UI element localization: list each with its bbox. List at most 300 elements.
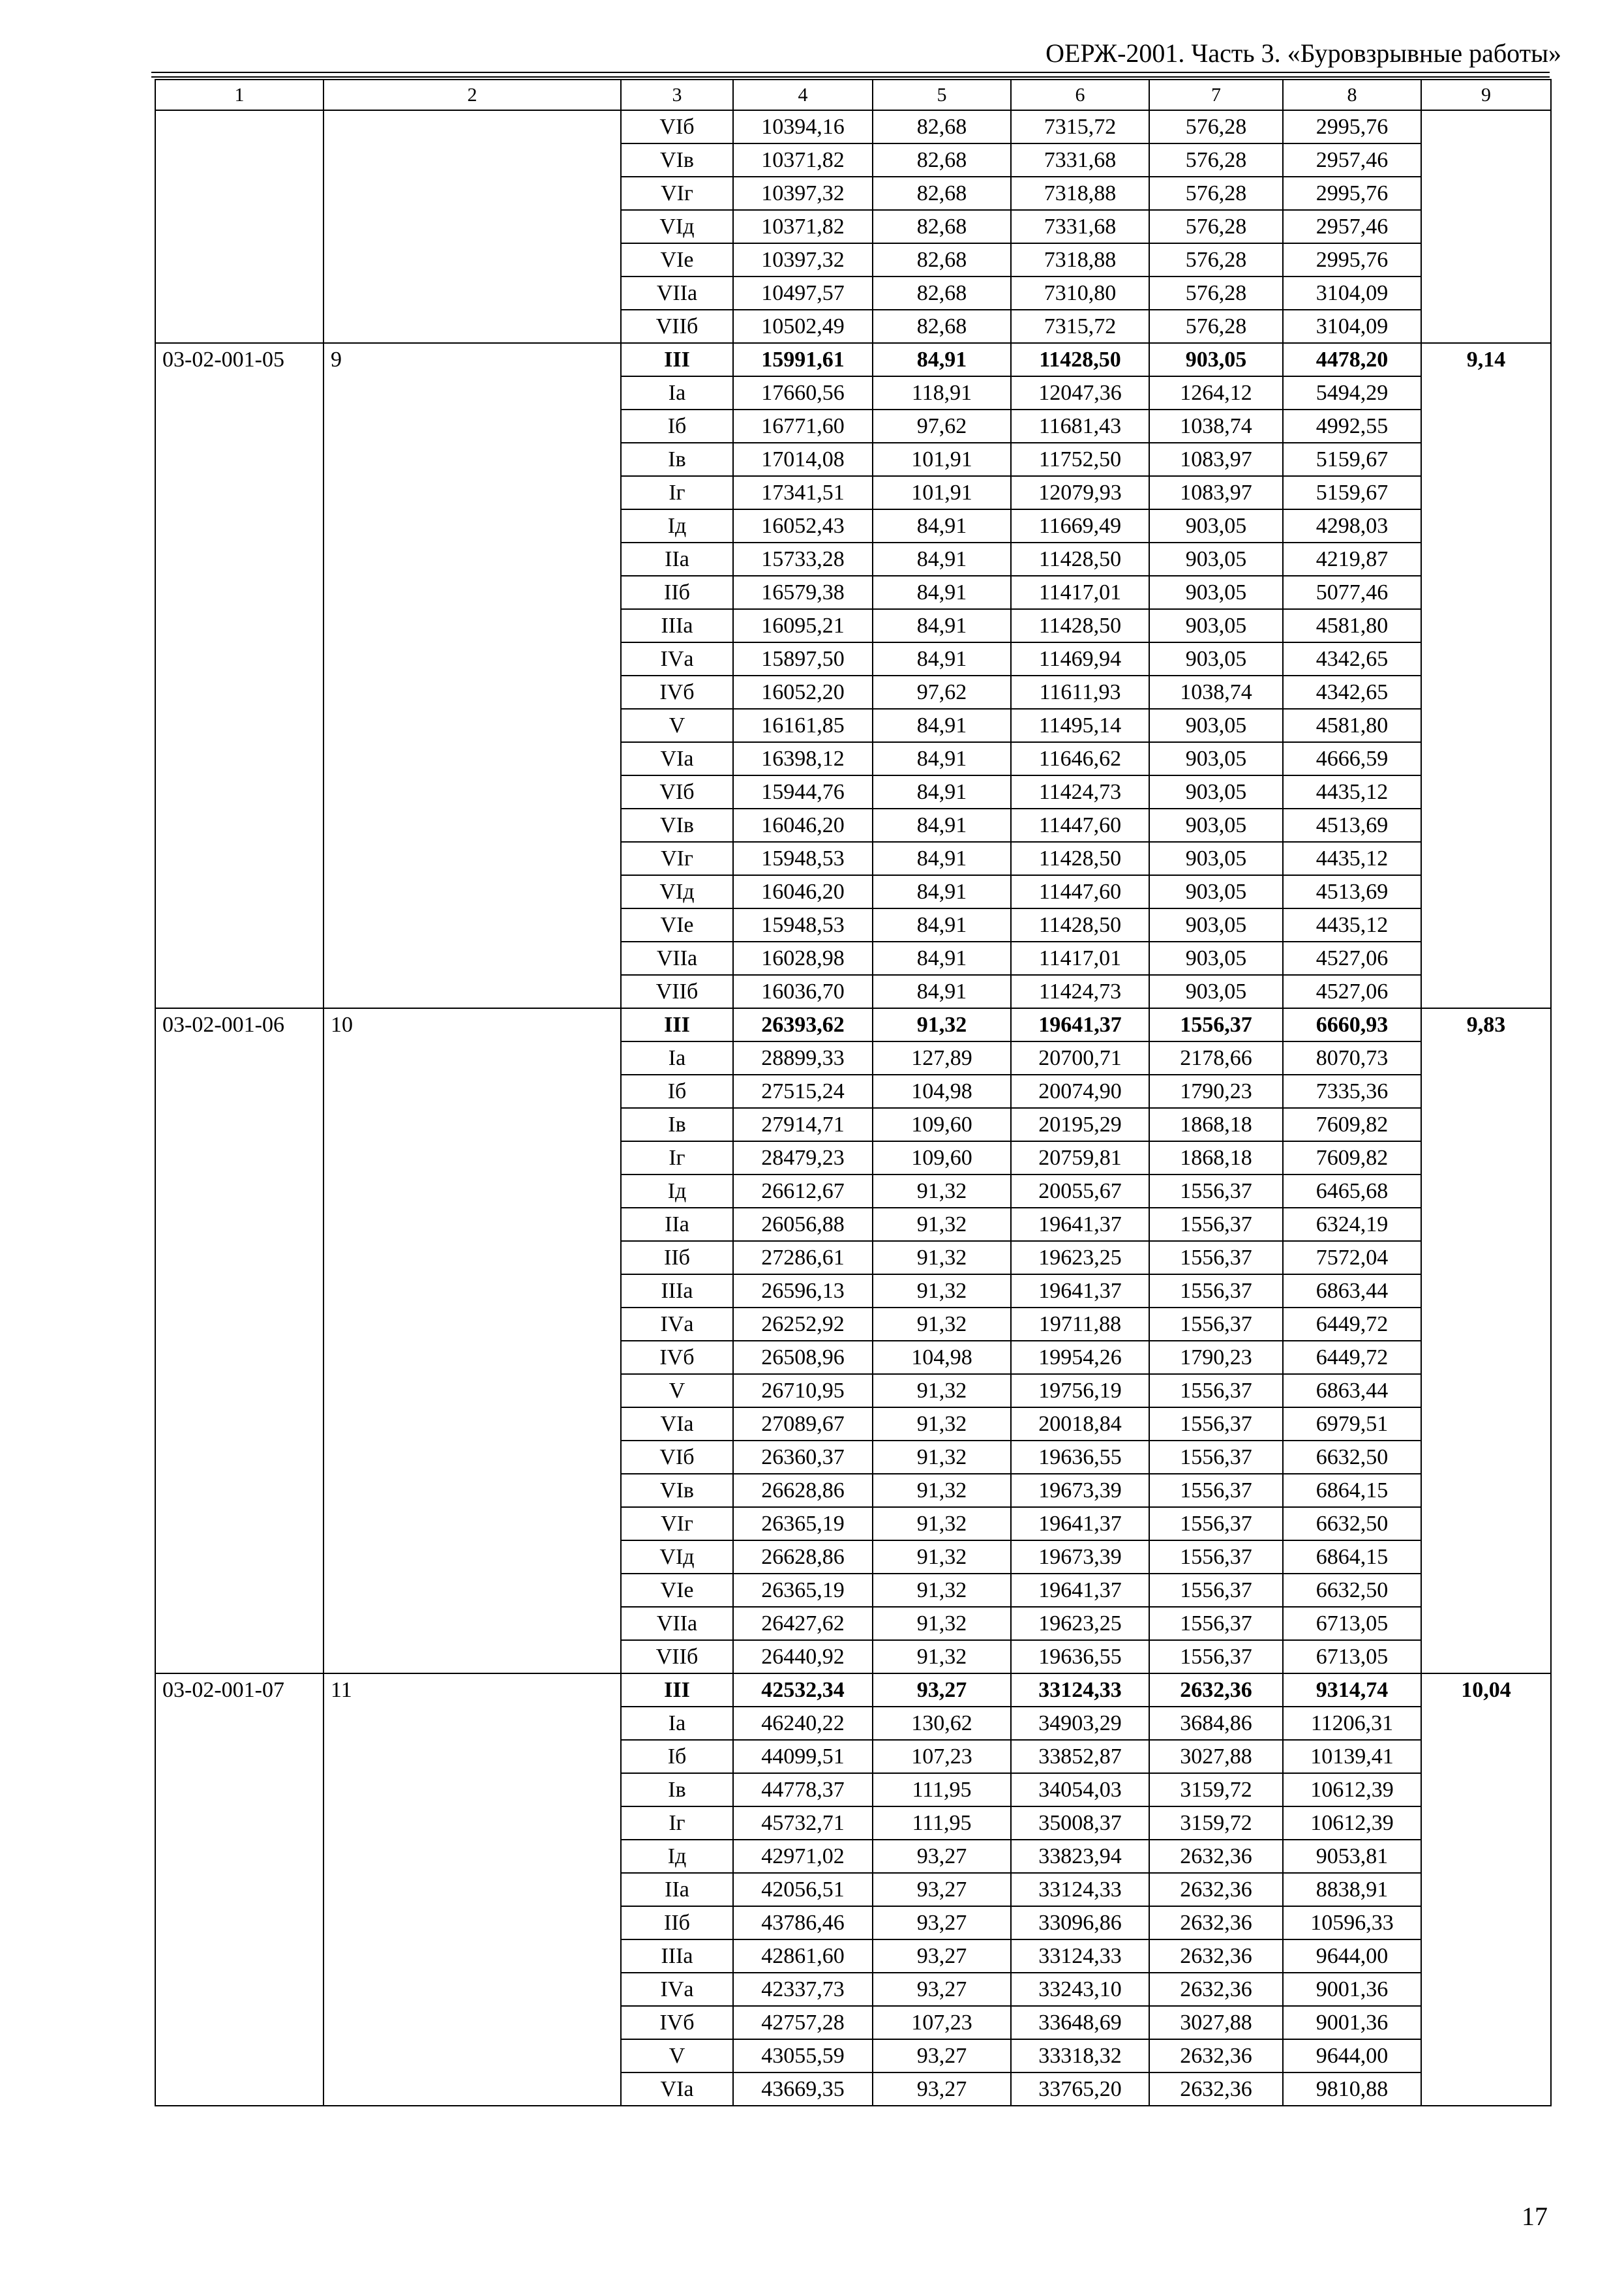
- value-cell: 903,05: [1149, 942, 1283, 975]
- value-cell: 93,27: [873, 1873, 1011, 1906]
- value-cell: 2995,76: [1283, 110, 1421, 143]
- value-cell: 101,91: [873, 476, 1011, 509]
- column-number-cell: 2: [323, 80, 621, 110]
- value-cell: 33124,33: [1011, 1939, 1149, 1973]
- value-cell: 19641,37: [1011, 1208, 1149, 1241]
- category-cell: Iд: [621, 1174, 733, 1208]
- value-cell: 26365,19: [733, 1574, 873, 1607]
- value-cell: 16771,60: [733, 410, 873, 443]
- value-cell: 15944,76: [733, 775, 873, 809]
- value-cell: 3027,88: [1149, 1740, 1283, 1773]
- value-cell: 33124,33: [1011, 1873, 1149, 1906]
- value-cell: 19623,25: [1011, 1607, 1149, 1640]
- value-cell: 91,32: [873, 1174, 1011, 1208]
- value-cell: 27515,24: [733, 1075, 873, 1108]
- value-cell: 3159,72: [1149, 1773, 1283, 1806]
- value-cell: 10596,33: [1283, 1906, 1421, 1939]
- value-cell: 91,32: [873, 1008, 1011, 1041]
- value-cell: 7315,72: [1011, 110, 1149, 143]
- value-cell: 20759,81: [1011, 1141, 1149, 1174]
- value-cell: 42337,73: [733, 1973, 873, 2006]
- category-cell: VIа: [621, 1407, 733, 1441]
- value-cell: 97,62: [873, 410, 1011, 443]
- value-cell: 33648,69: [1011, 2006, 1149, 2039]
- value-cell: 19673,39: [1011, 1540, 1149, 1574]
- column-number-cell: 4: [733, 80, 873, 110]
- value-cell: 93,27: [873, 1840, 1011, 1873]
- category-cell: IIIа: [621, 1939, 733, 1973]
- value-cell: 7609,82: [1283, 1141, 1421, 1174]
- value-cell: 1556,37: [1149, 1374, 1283, 1407]
- category-cell: Iб: [621, 1075, 733, 1108]
- value-cell: 11681,43: [1011, 410, 1149, 443]
- value-cell: 903,05: [1149, 975, 1283, 1008]
- value-cell: 82,68: [873, 143, 1011, 177]
- value-cell: 11428,50: [1011, 908, 1149, 942]
- value-cell: 1556,37: [1149, 1574, 1283, 1607]
- value-cell: 93,27: [873, 1939, 1011, 1973]
- column-number-cell: 1: [155, 80, 323, 110]
- value-cell: 3104,09: [1283, 277, 1421, 310]
- value-cell: 1556,37: [1149, 1441, 1283, 1474]
- value-cell: 19636,55: [1011, 1441, 1149, 1474]
- value-cell: 10497,57: [733, 277, 873, 310]
- value-cell: 44778,37: [733, 1773, 873, 1806]
- value-cell: 17660,56: [733, 376, 873, 410]
- value-cell: 3684,86: [1149, 1707, 1283, 1740]
- norm-number-cell: 9: [323, 343, 621, 1008]
- value-cell: 1556,37: [1149, 1008, 1283, 1041]
- value-cell: 11428,50: [1011, 842, 1149, 875]
- value-cell: 2995,76: [1283, 177, 1421, 210]
- value-cell: 26710,95: [733, 1374, 873, 1407]
- value-cell: 6979,51: [1283, 1407, 1421, 1441]
- category-cell: Iа: [621, 1707, 733, 1740]
- value-cell: 9001,36: [1283, 1973, 1421, 2006]
- value-cell: 1556,37: [1149, 1274, 1283, 1308]
- value-cell: 4478,20: [1283, 343, 1421, 376]
- value-cell: 2632,36: [1149, 1973, 1283, 2006]
- value-cell: 4435,12: [1283, 842, 1421, 875]
- column-number-cell: 5: [873, 80, 1011, 110]
- norm-code-cell: 03-02-001-06: [155, 1008, 323, 1673]
- value-cell: 26252,92: [733, 1308, 873, 1341]
- category-cell: Iб: [621, 410, 733, 443]
- category-cell: Iв: [621, 1773, 733, 1806]
- value-cell: 11428,50: [1011, 343, 1149, 376]
- value-cell: 84,91: [873, 576, 1011, 609]
- category-cell: IVа: [621, 642, 733, 676]
- value-cell: 1790,23: [1149, 1075, 1283, 1108]
- value-cell: 2632,36: [1149, 1840, 1283, 1873]
- value-cell: 19641,37: [1011, 1274, 1149, 1308]
- value-cell: 7331,68: [1011, 210, 1149, 243]
- value-cell: 16046,20: [733, 809, 873, 842]
- value-cell: 3159,72: [1149, 1806, 1283, 1840]
- value-cell: 107,23: [873, 1740, 1011, 1773]
- value-cell: 84,91: [873, 709, 1011, 742]
- value-cell: 127,89: [873, 1041, 1011, 1075]
- value-cell: 19673,39: [1011, 1474, 1149, 1507]
- value-cell: 6864,15: [1283, 1474, 1421, 1507]
- category-cell: VIг: [621, 1507, 733, 1540]
- value-cell: 4342,65: [1283, 676, 1421, 709]
- value-cell: 10502,49: [733, 310, 873, 343]
- category-cell: VIг: [621, 842, 733, 875]
- value-cell: 84,91: [873, 942, 1011, 975]
- value-cell: 26596,13: [733, 1274, 873, 1308]
- value-cell: 903,05: [1149, 875, 1283, 908]
- value-cell: 903,05: [1149, 509, 1283, 543]
- value-cell: 82,68: [873, 177, 1011, 210]
- value-cell: 1556,37: [1149, 1507, 1283, 1540]
- category-cell: Iв: [621, 1108, 733, 1141]
- value-cell: 16046,20: [733, 875, 873, 908]
- value-cell: 11428,50: [1011, 609, 1149, 642]
- value-cell: 1868,18: [1149, 1141, 1283, 1174]
- category-cell: VIд: [621, 1540, 733, 1574]
- value-cell: 10612,39: [1283, 1806, 1421, 1840]
- value-cell: 17341,51: [733, 476, 873, 509]
- value-cell: 111,95: [873, 1806, 1011, 1840]
- value-cell: 3027,88: [1149, 2006, 1283, 2039]
- value-cell: 2178,66: [1149, 1041, 1283, 1075]
- value-cell: 118,91: [873, 376, 1011, 410]
- value-cell: 4666,59: [1283, 742, 1421, 775]
- category-cell: IIIа: [621, 1274, 733, 1308]
- value-cell: 84,91: [873, 975, 1011, 1008]
- value-cell: 4435,12: [1283, 775, 1421, 809]
- category-cell: VIб: [621, 110, 733, 143]
- value-cell: 11417,01: [1011, 942, 1149, 975]
- value-cell: 26508,96: [733, 1341, 873, 1374]
- value-cell: 16036,70: [733, 975, 873, 1008]
- value-cell: 15897,50: [733, 642, 873, 676]
- value-cell: 6863,44: [1283, 1374, 1421, 1407]
- value-cell: 11447,60: [1011, 875, 1149, 908]
- value-cell: 84,91: [873, 775, 1011, 809]
- value-cell: 19636,55: [1011, 1640, 1149, 1673]
- category-cell: IIIа: [621, 609, 733, 642]
- category-cell: IVа: [621, 1308, 733, 1341]
- value-cell: 6632,50: [1283, 1574, 1421, 1607]
- value-cell: 45732,71: [733, 1806, 873, 1840]
- value-cell: 12047,36: [1011, 376, 1149, 410]
- value-cell: 91,32: [873, 1574, 1011, 1607]
- value-cell: 93,27: [873, 1906, 1011, 1939]
- value-cell: 1038,74: [1149, 410, 1283, 443]
- value-cell: 903,05: [1149, 842, 1283, 875]
- value-cell: 6632,50: [1283, 1507, 1421, 1540]
- number-cell: [323, 110, 621, 343]
- value-cell: 104,98: [873, 1341, 1011, 1374]
- value-cell: 82,68: [873, 110, 1011, 143]
- category-cell: IIа: [621, 1873, 733, 1906]
- value-cell: 576,28: [1149, 210, 1283, 243]
- value-cell: 107,23: [873, 2006, 1011, 2039]
- category-cell: IVб: [621, 1341, 733, 1374]
- category-cell: VIг: [621, 177, 733, 210]
- value-cell: 34903,29: [1011, 1707, 1149, 1740]
- value-cell: 26628,86: [733, 1540, 873, 1574]
- norms-table: [155, 79, 1552, 2106]
- value-cell: 903,05: [1149, 642, 1283, 676]
- value-cell: 11424,73: [1011, 975, 1149, 1008]
- value-cell: 903,05: [1149, 709, 1283, 742]
- value-cell: 93,27: [873, 2039, 1011, 2072]
- value-cell: 16398,12: [733, 742, 873, 775]
- category-cell: Iв: [621, 443, 733, 476]
- value-cell: 91,32: [873, 1241, 1011, 1274]
- value-cell: 12079,93: [1011, 476, 1149, 509]
- value-cell: 903,05: [1149, 576, 1283, 609]
- value-cell: 576,28: [1149, 177, 1283, 210]
- value-cell: 91,32: [873, 1407, 1011, 1441]
- category-cell: VIIб: [621, 310, 733, 343]
- value-cell: 3104,09: [1283, 310, 1421, 343]
- value-cell: 6449,72: [1283, 1341, 1421, 1374]
- value-cell: 130,62: [873, 1707, 1011, 1740]
- value-cell: 91,32: [873, 1308, 1011, 1341]
- value-cell: 7335,36: [1283, 1075, 1421, 1108]
- labor-cost-cell: 10,04: [1421, 1673, 1551, 2106]
- value-cell: 33124,33: [1011, 1673, 1149, 1707]
- category-cell: VIе: [621, 243, 733, 277]
- category-cell: VIIб: [621, 975, 733, 1008]
- value-cell: 9810,88: [1283, 2072, 1421, 2106]
- value-cell: 11417,01: [1011, 576, 1149, 609]
- value-cell: 43669,35: [733, 2072, 873, 2106]
- value-cell: 93,27: [873, 1673, 1011, 1707]
- column-number-cell: 7: [1149, 80, 1283, 110]
- value-cell: 903,05: [1149, 908, 1283, 942]
- category-cell: IIб: [621, 576, 733, 609]
- norm-code-cell: 03-02-001-05: [155, 343, 323, 1008]
- value-cell: 26612,67: [733, 1174, 873, 1208]
- value-cell: 97,62: [873, 676, 1011, 709]
- value-cell: 6660,93: [1283, 1008, 1421, 1041]
- value-cell: 4513,69: [1283, 875, 1421, 908]
- value-cell: 6863,44: [1283, 1274, 1421, 1308]
- value-cell: 20195,29: [1011, 1108, 1149, 1141]
- value-cell: 11669,49: [1011, 509, 1149, 543]
- value-cell: 7318,88: [1011, 243, 1149, 277]
- category-cell: VIд: [621, 875, 733, 908]
- value-cell: 84,91: [873, 343, 1011, 376]
- value-cell: 4581,80: [1283, 609, 1421, 642]
- value-cell: 33096,86: [1011, 1906, 1149, 1939]
- category-cell: VIе: [621, 908, 733, 942]
- value-cell: 111,95: [873, 1773, 1011, 1806]
- value-cell: 903,05: [1149, 609, 1283, 642]
- value-cell: 33243,10: [1011, 1973, 1149, 2006]
- category-cell: Iа: [621, 376, 733, 410]
- category-cell: VIе: [621, 1574, 733, 1607]
- labor-cost-cell: 9,14: [1421, 343, 1551, 1008]
- category-cell: Iг: [621, 476, 733, 509]
- value-cell: 91,32: [873, 1208, 1011, 1241]
- value-cell: 91,32: [873, 1640, 1011, 1673]
- value-cell: 26360,37: [733, 1441, 873, 1474]
- value-cell: 33318,32: [1011, 2039, 1149, 2072]
- category-cell: IIа: [621, 543, 733, 576]
- page-number: 17: [1522, 2202, 1548, 2231]
- value-cell: 91,32: [873, 1474, 1011, 1507]
- value-cell: 2957,46: [1283, 210, 1421, 243]
- value-cell: 1556,37: [1149, 1540, 1283, 1574]
- value-cell: 6713,05: [1283, 1607, 1421, 1640]
- value-cell: 8838,91: [1283, 1873, 1421, 1906]
- value-cell: 42971,02: [733, 1840, 873, 1873]
- value-cell: 15991,61: [733, 343, 873, 376]
- category-cell: VIIа: [621, 1607, 733, 1640]
- column-number-row: [155, 80, 1551, 110]
- table-row: [155, 1008, 1551, 1041]
- value-cell: 20700,71: [1011, 1041, 1149, 1075]
- value-cell: 11447,60: [1011, 809, 1149, 842]
- value-cell: 2632,36: [1149, 2072, 1283, 2106]
- value-cell: 16052,20: [733, 676, 873, 709]
- norm-number-cell: 10: [323, 1008, 621, 1673]
- value-cell: 1264,12: [1149, 376, 1283, 410]
- value-cell: 5159,67: [1283, 476, 1421, 509]
- column-number-cell: 9: [1421, 80, 1551, 110]
- value-cell: 35008,37: [1011, 1806, 1149, 1840]
- value-cell: 82,68: [873, 277, 1011, 310]
- category-cell: IIб: [621, 1241, 733, 1274]
- header-rule: [151, 72, 1550, 73]
- labor-cost-cell: 9,83: [1421, 1008, 1551, 1673]
- category-cell: Iг: [621, 1806, 733, 1840]
- value-cell: 19756,19: [1011, 1374, 1149, 1407]
- value-cell: 7318,88: [1011, 177, 1149, 210]
- value-cell: 903,05: [1149, 775, 1283, 809]
- category-cell: VIIб: [621, 1640, 733, 1673]
- norm-code-cell: 03-02-001-07: [155, 1673, 323, 2106]
- category-cell: Iг: [621, 1141, 733, 1174]
- code-cell: [155, 110, 323, 343]
- value-cell: 5159,67: [1283, 443, 1421, 476]
- value-cell: 4435,12: [1283, 908, 1421, 942]
- value-cell: 19641,37: [1011, 1574, 1149, 1607]
- category-cell: VIIа: [621, 277, 733, 310]
- value-cell: 84,91: [873, 908, 1011, 942]
- value-cell: 9644,00: [1283, 2039, 1421, 2072]
- value-cell: 16579,38: [733, 576, 873, 609]
- value-cell: 42861,60: [733, 1939, 873, 1973]
- value-cell: 16161,85: [733, 709, 873, 742]
- value-cell: 576,28: [1149, 110, 1283, 143]
- value-cell: 15948,53: [733, 908, 873, 942]
- category-cell: Iа: [621, 1041, 733, 1075]
- value-cell: 1083,97: [1149, 476, 1283, 509]
- value-cell: 19954,26: [1011, 1341, 1149, 1374]
- value-cell: 2632,36: [1149, 1673, 1283, 1707]
- category-cell: VIв: [621, 143, 733, 177]
- value-cell: 4527,06: [1283, 975, 1421, 1008]
- value-cell: 10371,82: [733, 143, 873, 177]
- value-cell: 26393,62: [733, 1008, 873, 1041]
- value-cell: 7315,72: [1011, 310, 1149, 343]
- value-cell: 20018,84: [1011, 1407, 1149, 1441]
- table-row: [155, 343, 1551, 376]
- value-cell: 9644,00: [1283, 1939, 1421, 1973]
- category-cell: VIв: [621, 809, 733, 842]
- value-cell: 11469,94: [1011, 642, 1149, 676]
- category-cell: VIв: [621, 1474, 733, 1507]
- value-cell: 15733,28: [733, 543, 873, 576]
- column-number-cell: 8: [1283, 80, 1421, 110]
- labor-cell: [1421, 110, 1551, 343]
- value-cell: 10139,41: [1283, 1740, 1421, 1773]
- category-cell: V: [621, 709, 733, 742]
- value-cell: 33823,94: [1011, 1840, 1149, 1873]
- value-cell: 8070,73: [1283, 1041, 1421, 1075]
- value-cell: 10394,16: [733, 110, 873, 143]
- value-cell: 11752,50: [1011, 443, 1149, 476]
- value-cell: 84,91: [873, 809, 1011, 842]
- category-cell: IIа: [621, 1208, 733, 1241]
- value-cell: 16052,43: [733, 509, 873, 543]
- value-cell: 46240,22: [733, 1707, 873, 1740]
- value-cell: 16095,21: [733, 609, 873, 642]
- value-cell: 11611,93: [1011, 676, 1149, 709]
- value-cell: 2632,36: [1149, 1873, 1283, 1906]
- value-cell: 6449,72: [1283, 1308, 1421, 1341]
- header-rule: [151, 76, 1550, 78]
- value-cell: 1868,18: [1149, 1108, 1283, 1141]
- category-cell: IVб: [621, 676, 733, 709]
- value-cell: 1083,97: [1149, 443, 1283, 476]
- value-cell: 27286,61: [733, 1241, 873, 1274]
- value-cell: 91,32: [873, 1607, 1011, 1640]
- value-cell: 11646,62: [1011, 742, 1149, 775]
- value-cell: 84,91: [873, 509, 1011, 543]
- value-cell: 19711,88: [1011, 1308, 1149, 1341]
- value-cell: 4342,65: [1283, 642, 1421, 676]
- category-cell: VIIа: [621, 942, 733, 975]
- value-cell: 4513,69: [1283, 809, 1421, 842]
- column-number-cell: 6: [1011, 80, 1149, 110]
- value-cell: 20055,67: [1011, 1174, 1149, 1208]
- value-cell: 6632,50: [1283, 1441, 1421, 1474]
- value-cell: 84,91: [873, 642, 1011, 676]
- value-cell: 27914,71: [733, 1108, 873, 1141]
- value-cell: 9314,74: [1283, 1673, 1421, 1707]
- value-cell: 26056,88: [733, 1208, 873, 1241]
- value-cell: 26628,86: [733, 1474, 873, 1507]
- value-cell: 33852,87: [1011, 1740, 1149, 1773]
- category-cell: VIб: [621, 1441, 733, 1474]
- value-cell: 1556,37: [1149, 1407, 1283, 1441]
- value-cell: 1556,37: [1149, 1474, 1283, 1507]
- category-cell: III: [621, 1008, 733, 1041]
- value-cell: 2995,76: [1283, 243, 1421, 277]
- value-cell: 109,60: [873, 1108, 1011, 1141]
- value-cell: 10371,82: [733, 210, 873, 243]
- value-cell: 11428,50: [1011, 543, 1149, 576]
- value-cell: 19641,37: [1011, 1008, 1149, 1041]
- value-cell: 19641,37: [1011, 1507, 1149, 1540]
- value-cell: 82,68: [873, 210, 1011, 243]
- value-cell: 16028,98: [733, 942, 873, 975]
- value-cell: 17014,08: [733, 443, 873, 476]
- page-header-title: ОЕРЖ-2001. Часть 3. «Буровзрывные работы»: [1045, 38, 1561, 68]
- value-cell: 43786,46: [733, 1906, 873, 1939]
- value-cell: 9001,36: [1283, 2006, 1421, 2039]
- category-cell: III: [621, 343, 733, 376]
- value-cell: 2632,36: [1149, 2039, 1283, 2072]
